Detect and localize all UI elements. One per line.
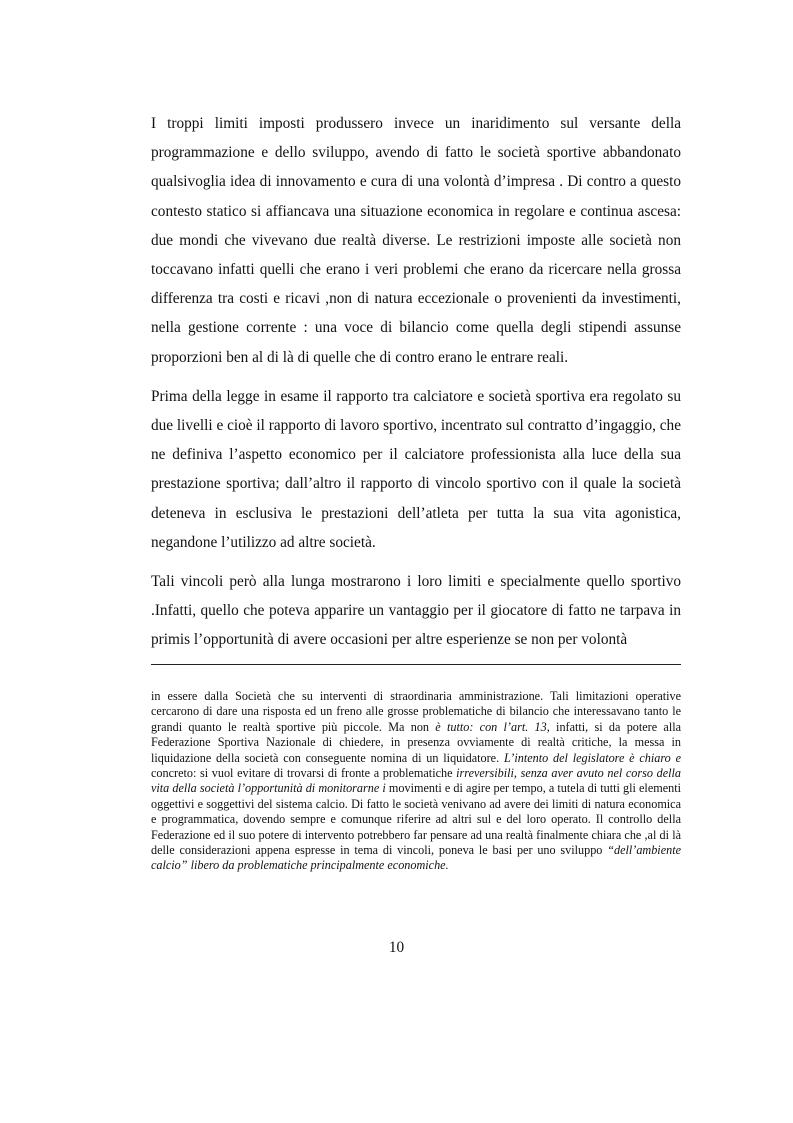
footnote-text: infatti, si da potere alla Federazione Sportiva Nazionale di chiedere, in presenza ovviamente di realtà critiche, la messa in liquidazione della società con conseguente nomina di un liquidatore. [151, 719, 682, 765]
footnote-text: in essere dalla Società che su interventi di straordinaria amministrazione. Tali limitazioni operative cercarono di dare una risposta ed un freno alle grosse problematiche di bilancio che interessavano tanto le grandi quanto le realtà sportive più piccole. Ma non [151, 689, 681, 734]
footnote-italic-text: L’intento del legislatore è chiaro e [503, 750, 681, 765]
page-number: 10 [388, 939, 405, 956]
footnote-text: movimenti e di agire per tempo, a tutela di tutti gli elementi oggettivi e soggettivi del sistema calcio. Di fatto le società venivano ad avere dei limiti di natura economica e programmatica, dovendo sempre e comunque riferire ad altri sul e del loro operato. Il controllo della Federazione ed il suo potere di intervento potrebbero far pensare ad una realtà finalmente chiara che ,al di là delle considerazioni appena espresse in tema di vincoli, poneva le basi per uno sviluppo [151, 781, 681, 858]
footnote-text: concreto: si vuol evitare di trovarsi di fronte a problematiche [151, 766, 457, 781]
footnote-italic-text: “dell’ambiente calcio” libero da problematiche principalmente economiche. [151, 843, 681, 873]
paragraph: I troppi limiti imposti produssero invece un inaridimento sul versante della programmazione e dello sviluppo, avendo di fatto le società sportive abbandonato qualsivoglia idea di innovamento e cura di una volontà d’impresa . Di contro a questo contesto statico si affiancava una situazione economica in regolare e continua ascesa: due mondi che vivevano due realtà diverse. Le restrizioni imposte alle società non toccavano infatti quelli che erano i veri problemi che erano da ricercare nella grossa differenza tra costi e ricavi ,non di natura eccezionale o provenienti da investimenti, nella gestione corrente : una voce di bilancio come quella degli stipendi assunse proporzioni ben al di là di quelle che di contro erano le entrare reali. [151, 115, 681, 366]
footnote-italic-text: irreversibili, senza aver avuto nel corso della vita della società l’opportunità di monitorarne i [151, 766, 681, 796]
footnote-italic-text: è tutto: con l’art. 13, [435, 719, 550, 734]
paragraph: Prima della legge in esame il rapporto tra calciatore e società sportiva era regolato su due livelli e cioè il rapporto di lavoro sportivo, incentrato sul contratto d’ingaggio, che ne definiva l’aspetto economico per il calciatore professionista alla luce della sua prestazione sportiva; dall’altro il rapporto di vincolo sportivo con il quale la società deteneva in esclusiva le prestazioni dell’atleta per tutta la sua vita agonistica, negandone l’utilizzo ad altre società. [151, 387, 681, 551]
paragraph: Tali vincoli però alla lunga mostrarono i loro limiti e specialmente quello sportivo .Infatti, quello che poteva apparire un vantaggio per il giocatore di fatto ne tarpava in primis l’opportunità di avere occasioni per altre esperienze se non per volontà [151, 573, 681, 649]
footnote-divider [151, 664, 681, 665]
main-text [151, 109, 681, 665]
footnote [151, 689, 681, 874]
